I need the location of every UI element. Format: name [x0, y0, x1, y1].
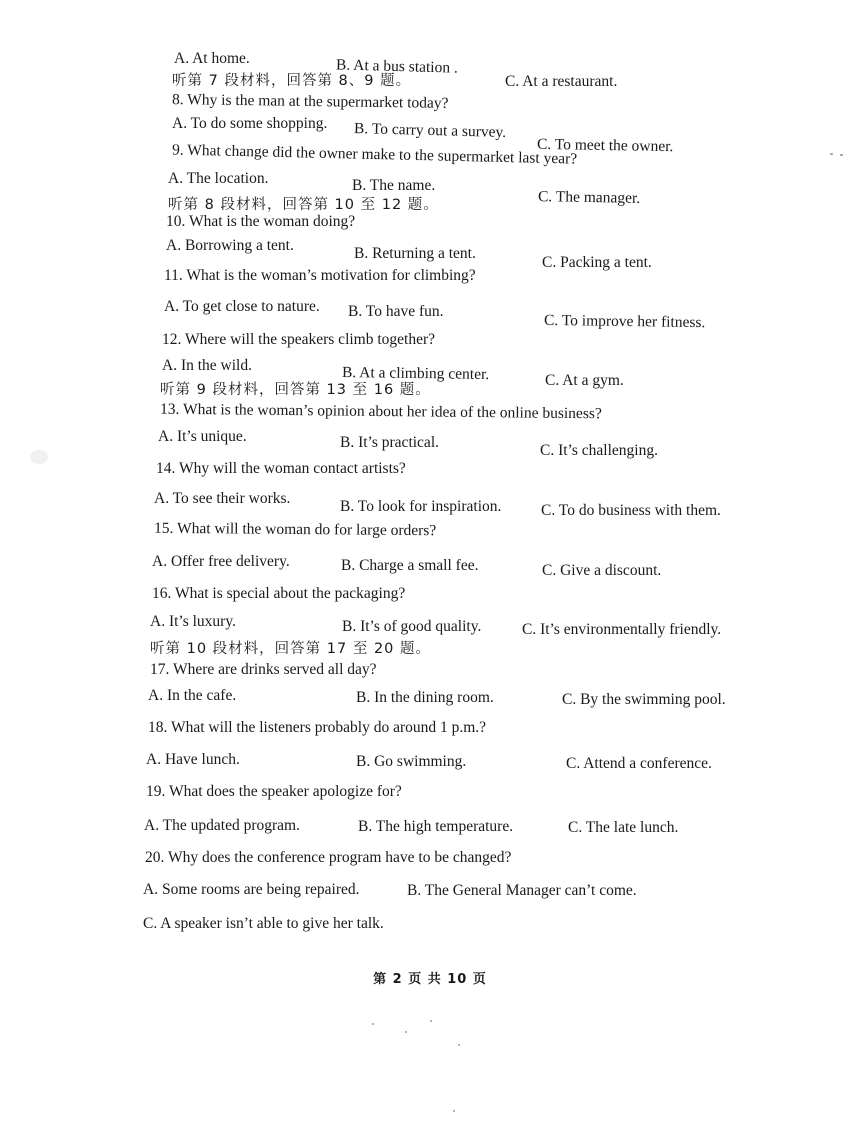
- option-b: B. At a bus station .: [335, 56, 459, 77]
- scan-speck: [372, 1023, 374, 1025]
- option-b: B. To carry out a survey.: [353, 120, 507, 141]
- option-b: B. The name.: [352, 177, 436, 194]
- page-number: 第 2 页 共 10 页: [373, 972, 487, 987]
- option-a: A. At home.: [174, 50, 250, 67]
- option-c: C. At a restaurant.: [505, 73, 618, 90]
- option-b: B. Charge a small fee.: [341, 557, 479, 574]
- option-b: B. To have fun.: [348, 303, 444, 320]
- option-a: A. Some rooms are being repaired.: [143, 881, 360, 898]
- option-a: A. The location.: [168, 170, 269, 187]
- option-b: B. Go swimming.: [356, 753, 467, 770]
- option-a: A. To do some shopping.: [172, 115, 328, 132]
- option-b: B. It’s of good quality.: [342, 618, 482, 635]
- option-c: C. To improve her fitness.: [543, 311, 706, 332]
- question-text: 16. What is special about the packaging?: [152, 585, 406, 602]
- option-a: A. In the cafe.: [148, 687, 237, 704]
- question-text: 13. What is the woman’s opinion about her idea of the online business?: [159, 400, 602, 423]
- option-b: B. To look for inspiration.: [340, 498, 502, 515]
- option-c: C. By the swimming pool.: [562, 691, 726, 708]
- option-b: B. The high temperature.: [358, 818, 514, 835]
- section-heading: 听第 7 段材料，回答第 8、9 题。: [172, 73, 412, 89]
- question-text: 12. Where will the speakers climb together?: [162, 331, 436, 348]
- option-b: B. It’s practical.: [340, 434, 439, 451]
- section-heading: 听第 8 段材料，回答第 10 至 12 题。: [168, 197, 439, 213]
- option-a: A. In the wild.: [162, 357, 252, 374]
- scan-speck: [430, 1020, 432, 1022]
- option-a: A. The updated program.: [144, 817, 300, 834]
- scan-speck: [830, 153, 833, 155]
- scan-smudge: [30, 450, 48, 464]
- question-text: 14. Why will the woman contact artists?: [156, 460, 406, 477]
- question-text: 10. What is the woman doing?: [166, 213, 356, 230]
- question-text: 20. Why does the conference program have to be changed?: [145, 849, 512, 866]
- option-c: C. It’s challenging.: [540, 442, 658, 459]
- question-text: 18. What will the listeners probably do around 1 p.m.?: [148, 719, 487, 736]
- option-c: C. To meet the owner.: [536, 135, 674, 156]
- option-c: C. Give a discount.: [542, 562, 662, 579]
- option-c: C. A speaker isn’t able to give her talk.: [143, 915, 384, 932]
- scan-speck: [453, 1110, 455, 1112]
- option-a: A. To get close to nature.: [164, 298, 320, 315]
- scan-speck: [840, 154, 843, 156]
- section-heading: 听第 9 段材料，回答第 13 至 16 题。: [160, 382, 431, 398]
- option-b: B. Returning a tent.: [354, 245, 476, 262]
- scan-speck: [458, 1044, 460, 1046]
- option-b: B. The General Manager can’t come.: [407, 882, 637, 899]
- option-c: C. At a gym.: [545, 372, 624, 389]
- question-text: 15. What will the woman do for large orders?: [153, 519, 437, 540]
- option-a: A. It’s luxury.: [150, 613, 236, 630]
- option-a: A. Borrowing a tent.: [166, 237, 294, 254]
- question-text: 8. Why is the man at the supermarket today?: [171, 91, 449, 112]
- option-c: C. The manager.: [537, 188, 641, 207]
- section-heading: 听第 10 段材料，回答第 17 至 20 题。: [150, 641, 432, 657]
- question-text: 17. Where are drinks served all day?: [150, 661, 377, 678]
- question-text: 9. What change did the owner make to the supermarket last year?: [171, 141, 578, 168]
- option-c: C. It’s environmentally friendly.: [522, 621, 722, 638]
- option-a: A. It’s unique.: [158, 428, 247, 445]
- option-c: C. Attend a conference.: [566, 755, 712, 772]
- option-a: A. Offer free delivery.: [152, 553, 290, 570]
- option-a: A. Have lunch.: [146, 751, 240, 768]
- option-b: B. In the dining room.: [356, 689, 494, 706]
- question-text: 19. What does the speaker apologize for?: [146, 783, 402, 800]
- scan-speck: [405, 1031, 407, 1033]
- option-c: C. To do business with them.: [541, 502, 721, 519]
- option-c: C. Packing a tent.: [542, 254, 652, 271]
- option-a: A. To see their works.: [154, 490, 291, 507]
- option-c: C. The late lunch.: [568, 819, 679, 836]
- option-b: B. At a climbing center.: [341, 363, 490, 384]
- question-text: 11. What is the woman’s motivation for climbing?: [164, 267, 476, 284]
